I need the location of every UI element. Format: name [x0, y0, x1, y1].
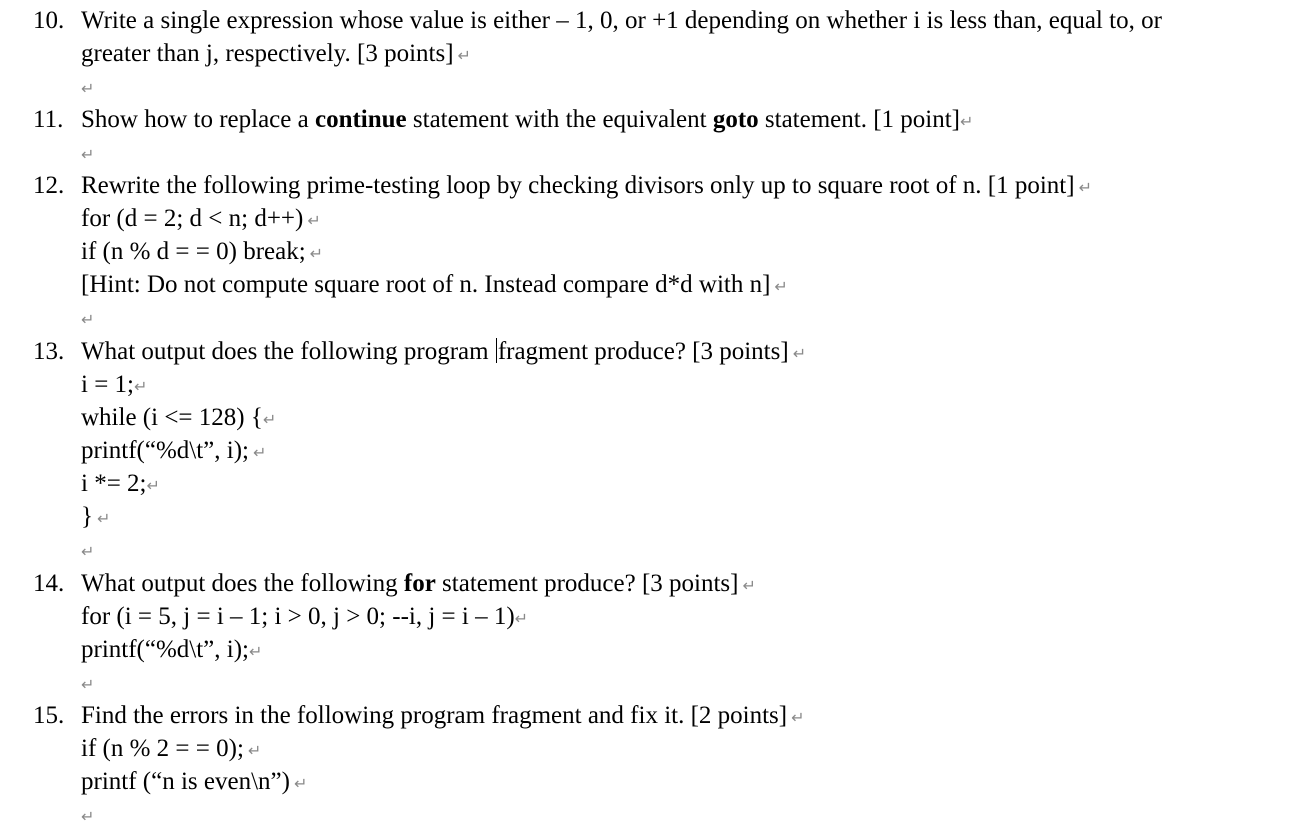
question-11-text-c: statement. [1 point]: [758, 106, 960, 133]
paragraph-mark-icon: ↵: [81, 79, 95, 98]
question-10-text-line-1[interactable]: [81, 4, 1162, 37]
question-12-hint: [Hint: Do not compute square root of n. Instead compare d*d with n]: [81, 271, 771, 298]
code-line[interactable]: [81, 600, 528, 633]
code-text: for (d = 2; d < n; d++): [81, 205, 304, 232]
code-line[interactable]: [81, 202, 321, 235]
paragraph-mark-icon: ↵: [457, 46, 471, 65]
question-12-number: 12.: [33, 172, 65, 199]
question-10-text: Write a single expression whose value is either – 1, 0, or +1 depending on whether i is less than, equal to, or: [81, 7, 1162, 34]
paragraph-mark-icon: ↵: [81, 542, 95, 561]
empty-paragraph[interactable]: [81, 666, 94, 699]
code-line[interactable]: [81, 401, 276, 434]
paragraph-mark-icon: ↵: [960, 112, 974, 131]
paragraph-mark-icon: ↵: [81, 675, 95, 694]
code-line[interactable]: [81, 434, 266, 467]
code-line[interactable]: [81, 235, 323, 268]
paragraph-mark-icon: ↵: [307, 211, 321, 230]
keyword-goto: goto: [712, 106, 759, 133]
question-13-text-line[interactable]: [81, 335, 806, 368]
question-13-text-a: What output does the following program: [81, 338, 495, 365]
paragraph-mark-icon: ↵: [81, 310, 95, 329]
code-text: printf(“%d\t”, i);: [81, 636, 249, 663]
question-12-text: Rewrite the following prime-testing loop by checking divisors only up to square root of n. [1 point]: [81, 172, 1075, 199]
code-text: while (i <= 128) {: [81, 404, 263, 431]
code-line[interactable]: [81, 765, 307, 798]
paragraph-mark-icon: ↵: [97, 509, 111, 528]
paragraph-mark-icon: ↵: [309, 244, 324, 263]
question-12-text-line[interactable]: [81, 169, 1092, 202]
question-13-text-b: fragment produce? [3 points]: [497, 338, 789, 365]
paragraph-mark-icon: ↵: [146, 476, 160, 495]
question-15-text: Find the errors in the following program fragment and fix it. [2 points]: [81, 702, 788, 729]
code-text: i *= 2;: [81, 470, 147, 497]
paragraph-mark-icon: ↵: [247, 741, 262, 760]
code-text: printf(“%d\t”, i);: [81, 437, 249, 464]
code-line[interactable]: [81, 467, 160, 500]
question-14-number: 14.: [33, 570, 65, 597]
question-10-text-continued: greater than j, respectively. [3 points]: [81, 40, 454, 67]
empty-paragraph[interactable]: [81, 798, 94, 831]
paragraph-mark-icon: ↵: [1078, 178, 1092, 197]
code-text: if (n % d = = 0) break;: [81, 238, 306, 265]
paragraph-mark-icon: ↵: [774, 277, 788, 296]
paragraph-mark-icon: ↵: [253, 443, 267, 462]
code-text: i = 1;: [81, 371, 134, 398]
question-15-text-line[interactable]: [81, 699, 805, 732]
question-15-number: 15.: [33, 702, 65, 729]
question-10-text-line-2[interactable]: [81, 37, 471, 70]
question-14-text-b: statement produce? [3 points]: [435, 570, 739, 597]
code-line[interactable]: [81, 633, 262, 666]
paragraph-mark-icon: ↵: [262, 410, 277, 429]
paragraph-mark-icon: ↵: [514, 609, 529, 628]
keyword-for: for: [403, 570, 436, 597]
empty-paragraph[interactable]: [81, 301, 94, 334]
code-text: for (i = 5, j = i – 1; i > 0, j > 0; --i, j = i – 1): [81, 603, 515, 630]
code-line[interactable]: [81, 368, 147, 401]
paragraph-mark-icon: ↵: [134, 377, 148, 396]
empty-paragraph[interactable]: [81, 70, 94, 103]
text-cursor: [496, 338, 497, 363]
paragraph-mark-icon: ↵: [293, 774, 308, 793]
code-text: }: [81, 503, 93, 530]
paragraph-mark-icon: ↵: [742, 576, 756, 595]
question-10-number: 10.: [33, 7, 65, 34]
paragraph-mark-icon: ↵: [81, 807, 95, 826]
paragraph-mark-icon: ↵: [791, 708, 805, 727]
question-13-number: 13.: [33, 338, 65, 365]
question-14-text-a: What output does the following: [81, 570, 404, 597]
code-line[interactable]: [81, 732, 261, 765]
question-11-number: 11.: [33, 106, 64, 133]
code-text: if (n % 2 = = 0);: [81, 735, 244, 762]
paragraph-mark-icon: ↵: [81, 145, 95, 164]
empty-paragraph[interactable]: [81, 533, 94, 566]
paragraph-mark-icon: ↵: [249, 642, 263, 661]
paragraph-mark-icon: ↵: [792, 344, 807, 363]
question-11-text-a: Show how to replace a: [81, 106, 315, 133]
empty-paragraph[interactable]: [81, 136, 94, 169]
keyword-continue: continue: [314, 106, 407, 133]
code-line[interactable]: [81, 500, 110, 533]
question-14-text-line[interactable]: [81, 567, 756, 600]
question-11-text-b: statement with the equivalent: [406, 106, 713, 133]
question-11-text-line[interactable]: [81, 103, 973, 136]
question-12-hint-line[interactable]: [81, 268, 788, 301]
code-text: printf (“n is even\n”): [81, 768, 290, 795]
